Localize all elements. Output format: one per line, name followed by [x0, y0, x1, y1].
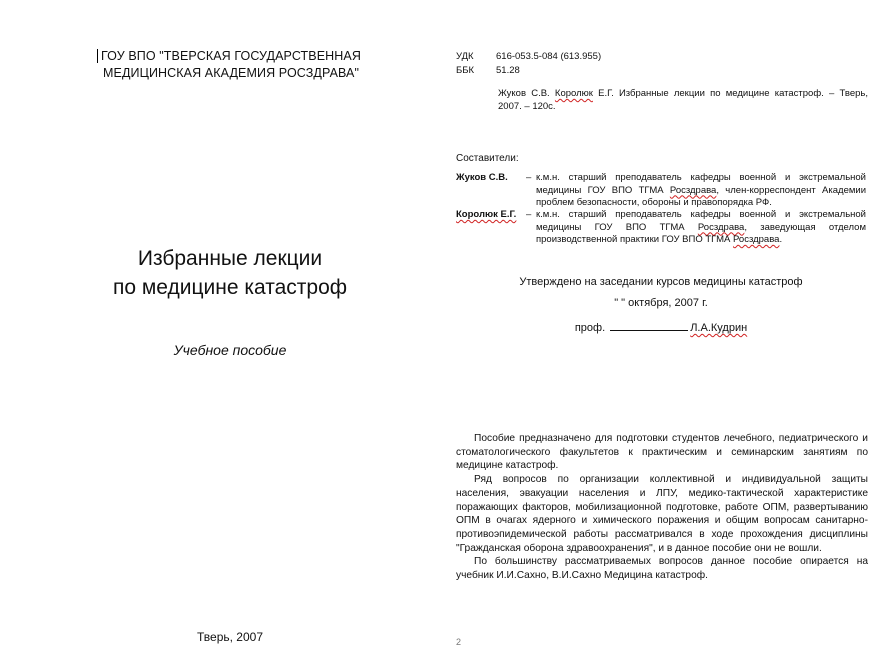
- author-name: Королюк Е.Г.: [456, 209, 517, 220]
- abstract-paragraph: Пособие предназначено для подготовки студентов лечебного, педиатрического и стоматологического факультетов к практическим и семинарским занятиям по медицине катастроф.: [456, 433, 868, 472]
- author-desc-part: к.м.н. старший преподаватель кафедры военной и экстремальной медицины ГОУ ВПО ТГМА: [536, 209, 866, 233]
- author-desc-part: к.м.н. старший преподаватель кафедры военной и экстремальной медицины ГОУ ВПО ТГМА: [536, 172, 866, 196]
- bbk-label: ББК: [456, 65, 475, 76]
- author-entry-1: [456, 172, 866, 210]
- approval-statement: Утверждено на заседании курсов медицины катастроф: [519, 276, 803, 288]
- book-subtitle: Учебное пособие: [173, 342, 287, 358]
- author-entry-2: [456, 209, 866, 247]
- author-description: [536, 209, 866, 247]
- signature-prefix: проф.: [574, 322, 606, 334]
- author-dash: –: [526, 209, 532, 220]
- page-number: 2: [456, 637, 462, 647]
- title-line-1: Избранные лекции: [137, 247, 323, 270]
- bbk-row: [456, 64, 520, 77]
- abstract: [456, 432, 868, 583]
- city-year: Тверь, 2007: [196, 630, 263, 644]
- author-desc-spell: Росздрава: [669, 184, 717, 196]
- citation-part: Жуков С.В.: [498, 88, 555, 99]
- institution-line-2: МЕДИЦИНСКАЯ АКАДЕМИЯ РОСЗДРАВА": [103, 66, 359, 80]
- author-desc-part: , заведующая отделом производственной практики ГОУ ВПО ТГМА: [536, 221, 866, 245]
- book-title: [80, 244, 380, 302]
- approval-date: " " октября, 2007 г.: [614, 297, 708, 309]
- bibliographic-citation: [498, 87, 868, 113]
- institution-name: [96, 48, 366, 82]
- signature-line: [456, 320, 866, 334]
- author-desc-part: .: [779, 234, 783, 245]
- author-desc-part: , член-корреспондент Академии проблем безопасности, обороны и правопорядка РФ.: [536, 184, 866, 208]
- right-page: [446, 0, 891, 669]
- compilers-heading: Составители:: [456, 153, 519, 164]
- abstract-paragraph: По большинству рассматриваемых вопросов данное пособие опирается на учебник И.И.Сахно, В.И.Сахно Медицина катастроф.: [456, 556, 868, 582]
- udk-label: УДК: [456, 51, 474, 62]
- author-description: [536, 172, 866, 210]
- bbk-value: 51.28: [496, 65, 520, 76]
- signature-name: Л.А.Кудрин: [690, 322, 748, 334]
- citation-spell-word: Королюк: [554, 88, 593, 99]
- author-name: Жуков С.В.: [456, 172, 508, 183]
- institution-line-1: ГОУ ВПО "ТВЕРСКАЯ ГОСУДАРСТВЕННАЯ: [101, 49, 361, 63]
- udk-value: 616-053.5-084 (613.955): [496, 51, 602, 62]
- udk-row: [456, 50, 601, 63]
- author-desc-spell: Росздрава: [697, 221, 745, 233]
- citation-part: Е.Г. Избранные лекции по медицине катастроф. – Тверь, 2007. – 120с.: [498, 88, 868, 112]
- title-line-2: по медицине катастроф: [112, 276, 348, 299]
- author-dash: –: [526, 172, 532, 183]
- signature-blank: [610, 320, 688, 331]
- left-page: [0, 0, 445, 669]
- abstract-paragraph: Ряд вопросов по организации коллективной и индивидуальной защиты населения, эвакуации населения и ЛПУ, медико-тактической характеристике поражающих факторов, мобилизационной подготовке, работе ОПМ, развертыванию ОПМ в очагах ядерного и химического поражения и общим вопросам санитарно-противоэпидемической работы рассматривался в ходе прохождения дисциплины "Гражданская оборона здравоохранения", и в данное пособие они не вошли.: [456, 474, 868, 554]
- author-desc-spell: Росздрава: [733, 234, 780, 245]
